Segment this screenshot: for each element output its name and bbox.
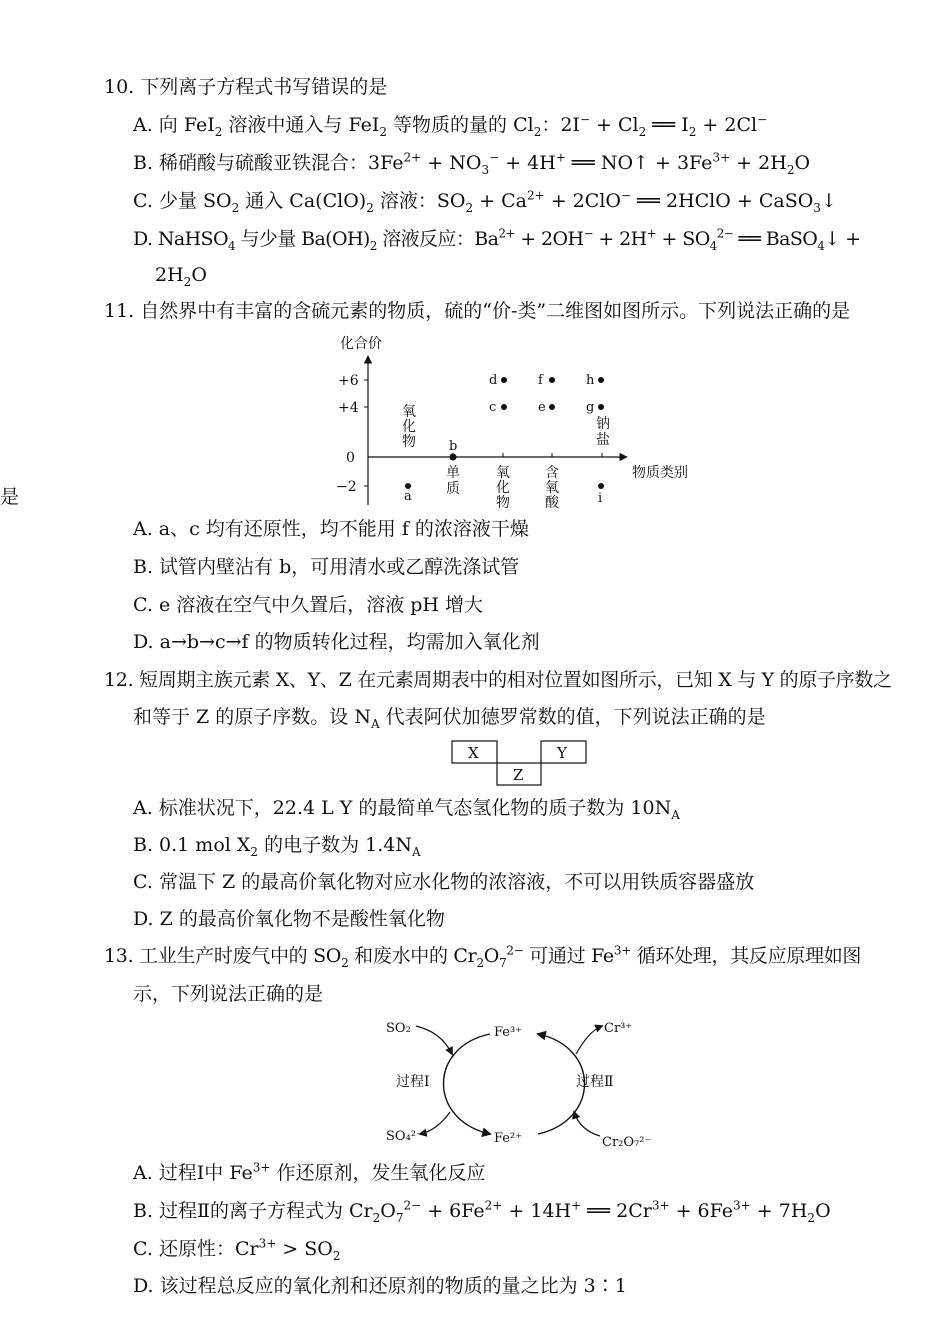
category-oxide-1: 氧 [496,465,510,481]
arrow-so4-out [420,1112,450,1134]
label-so2: SO₂ [386,1021,411,1036]
q10-option-d: D. NaHSO$_4$ 与少量 $Ba(OH)_2$ 溶液反应：$Ba^{2+} + 2OH^- + 2H^+ + SO_4^{2-}$ ══ BaSO$_4$↓ + [133,226,861,253]
vert-label-salt-1: 钠 [596,416,610,432]
q12-stem-line1: 12. 短周期主族元素 X、Y、Z 在元素周期表中的相对位置如图所示，已知 X 与 Y 的原子序数之 [104,669,892,691]
point-h-label: h [586,373,595,388]
vert-label-oxide-1: 氧 [402,404,416,420]
cell-y-label: Y [557,744,567,762]
point-e [549,404,555,410]
fe-cycle-diagram [380,1012,660,1152]
vert-label-oxide-2: 化 [402,419,416,435]
label-fe3: Fe³⁺ [494,1025,523,1040]
category-oxide-3: 物 [496,495,510,511]
q10-option-c: C. 少量 $SO_2$ 通入 $Ca(ClO)_2$ 溶液：$SO_2 + Ca^{2+} + 2ClO^-$ ══ 2HClO + CaSO$_3$↓ [133,188,837,215]
category-oxide-2: 化 [496,480,510,496]
x-axis-title: 物质类别 [632,465,688,481]
q11-stem: 11. 自然界中有丰富的含硫元素的物质，硫的“价-类”二维图如图所示。下列说法正确的是 [104,300,851,322]
label-fe2: Fe²⁺ [494,1131,523,1146]
q10-option-d-continued: $2H_2O$ [155,264,207,289]
q11-option-d: D. a→b→c→f 的物质转化过程，均需加入氧化剂 [133,631,540,653]
vert-label-salt-2: 盐 [596,432,610,448]
q11-option-a: A. a、c 均有还原性，均不能用 f 的浓溶液干燥 [133,518,529,540]
y-tick-plus4: +4 [338,400,359,416]
q13-option-a: A. 过程Ⅰ中 $Fe^{3+}$ 作还原剂，发生氧化反应 [133,1160,486,1184]
point-h [598,377,604,383]
q10-stem: 10. 下列离子方程式书写错误的是 [104,76,388,98]
stray-char: 是 [0,486,20,508]
q10-option-a: A. 向 FeI$_2$ 溶液中通入与 FeI$_2$ 等物质的量的 $Cl_2$：$2I^- + Cl_2$ ══ $I_2 + 2Cl^-$ [133,112,768,139]
arrow-cr3-out [576,1026,602,1054]
q12-option-a: A. 标准状况下，22.4 L Y 的最简单气态氢化物的质子数为 $10N_A$ [133,797,680,822]
q13-stem-line1: 13. 工业生产时废气中的 $SO_2$ 和废水中的 $Cr_2O_7^{2-}$ 可通过 $Fe^{3+}$ 循环处理，其反应原理如图 [104,943,862,970]
label-process-1: 过程Ⅰ [396,1074,430,1090]
q13-stem-line2: 示，下列说法正确的是 [133,983,324,1005]
q12-option-c: C. 常温下 Z 的最高价氧化物对应水化物的浓溶液，不可以用铁质容器盛放 [133,871,755,893]
category-oxyacid-1: 含 [545,465,559,481]
point-e-label: e [538,400,546,415]
arrow-so2-in [416,1026,452,1054]
sulfur-valence-diagram [330,330,710,512]
cell-x-label: X [468,744,479,762]
q11-option-b: B. 试管内壁沾有 b，可用清水或乙醇洗涤试管 [133,556,520,578]
q13-option-b: B. 过程Ⅱ的离子方程式为 $Cr_2O_7^{2-} + 6Fe^{2+} + 14H^+$ ══ $2Cr^{3+} + 6Fe^{3+} + 7H_2O$ [133,1198,831,1225]
point-b [450,454,457,461]
y-tick-zero: 0 [346,450,355,466]
q13-option-d: D. 该过程总反应的氧化剂和还原剂的物质的量之比为 3∶1 [133,1275,627,1297]
periodic-table-fragment [450,740,590,786]
q10-option-b: B. 稀硝酸与硫酸亚铁混合：$3Fe^{2+} + NO_3^- + 4H^+$ ══ NO↑ + $3Fe^{3+} + 2H_2O$ [133,150,811,177]
point-g-label: g [586,400,595,415]
y-tick-minus2: −2 [336,479,357,495]
category-elemental-1: 单 [446,465,460,481]
q12-stem-line2: 和等于 Z 的原子序数。设 $N_A$ 代表阿伏加德罗常数的值，下列说法正确的是 [133,706,766,731]
point-g [598,404,604,410]
label-so4: SO₄²⁻ [386,1129,423,1144]
arrow-cr2o7-in [574,1112,600,1136]
q12-option-d: D. Z 的最高价氧化物不是酸性氧化物 [133,908,445,930]
q11-option-c: C. e 溶液在空气中久置后，溶液 pH 增大 [133,594,484,616]
point-i-label: i [598,491,603,506]
arc-fe3-to-fe2 [444,1034,491,1134]
label-cr3: Cr³⁺ [604,1021,633,1036]
vert-label-oxide-3: 物 [402,434,416,450]
label-cr2o7: Cr₂O₇²⁻ [602,1135,652,1150]
label-process-2: 过程Ⅱ [576,1074,614,1090]
q13-option-c: C. 还原性：$Cr^{3+} > SO_2$ [133,1236,341,1263]
category-elemental-2: 质 [446,481,460,497]
point-a-label: a [404,489,412,504]
point-c [501,404,507,410]
category-oxyacid-3: 酸 [545,495,559,511]
y-axis-title: 化合价 [340,336,382,352]
point-f-label: f [538,373,543,388]
point-i [598,483,604,489]
cell-z-label: Z [513,766,524,784]
point-d-label: d [489,373,498,388]
point-b-label: b [449,439,458,454]
y-tick-plus6: +6 [338,373,359,389]
point-c-label: c [489,400,497,415]
point-f [549,377,555,383]
category-oxyacid-2: 氧 [545,480,559,496]
point-d [501,377,507,383]
q12-option-b: B. 0.1 mol $X_2$ 的电子数为 $1.4N_A$ [133,834,421,859]
